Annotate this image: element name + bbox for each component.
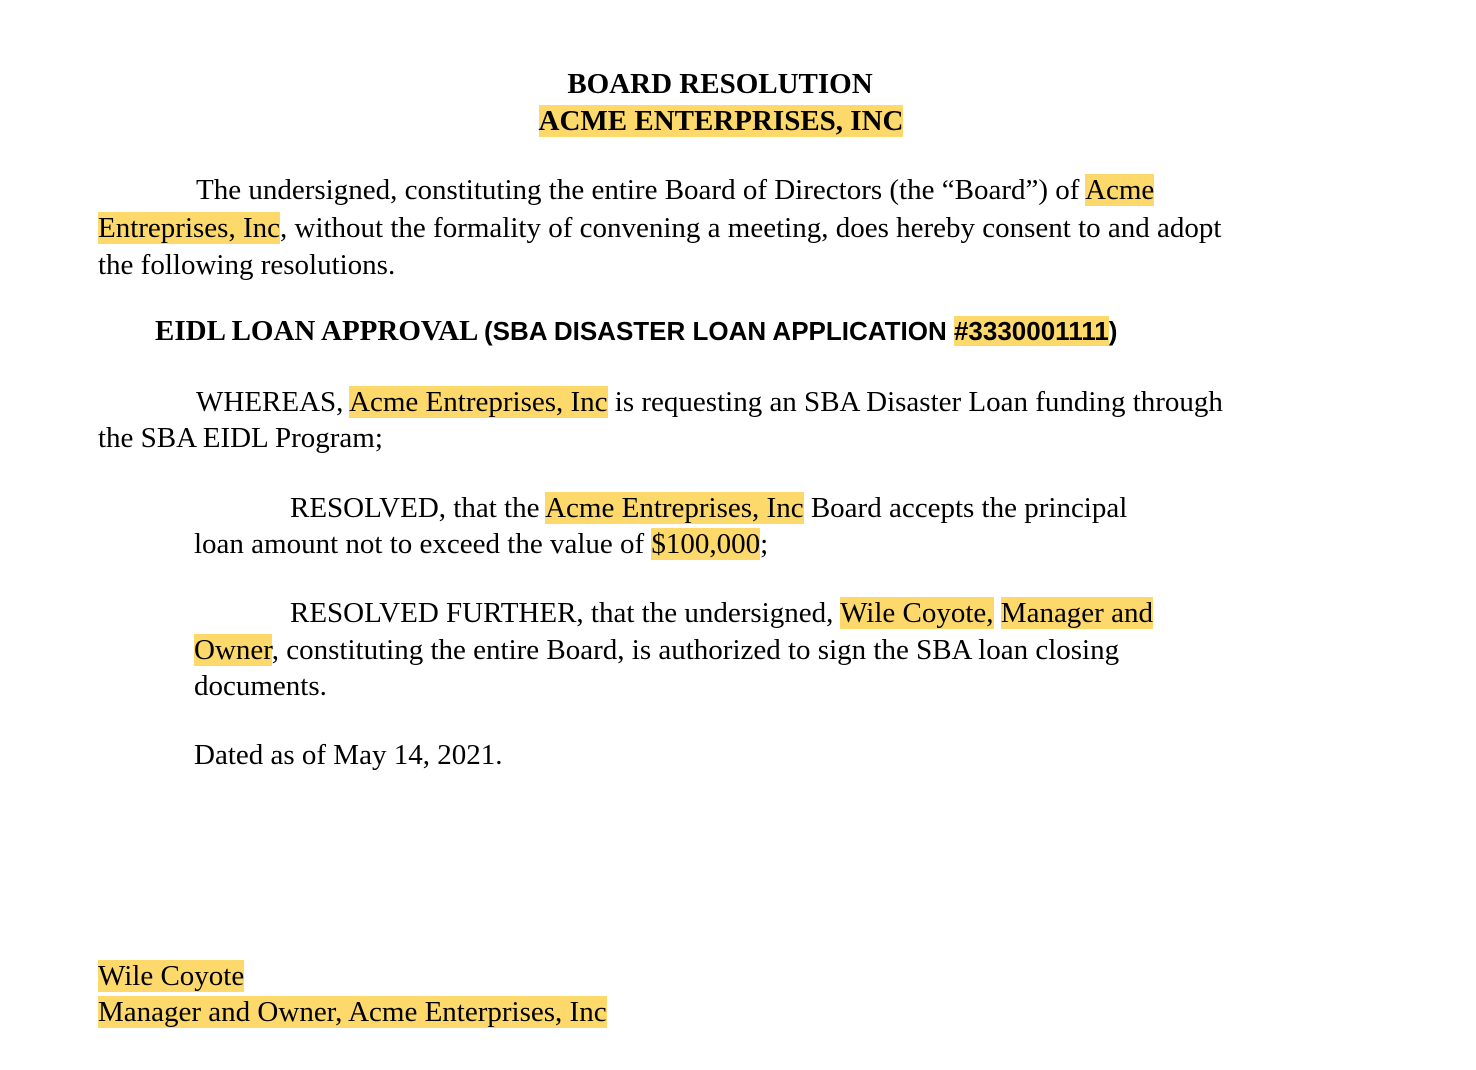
signature-name-highlight: Wile Coyote: [98, 960, 245, 992]
signer-name-highlight: Wile Coyote,: [840, 597, 994, 629]
document-title: BOARD RESOLUTION: [567, 68, 873, 100]
signer-role-highlight-2: Owner: [194, 634, 272, 666]
company-heading: [0, 103, 1442, 139]
resolved-2-line-1: RESOLVED FURTHER, that the undersigned, Wile Coyote, Manager and: [290, 597, 1153, 629]
resolved-1-line-2: loan amount not to exceed the value of $100,000;: [194, 528, 769, 560]
resolved-2-line-3: documents.: [194, 670, 327, 702]
signature-name: [98, 958, 244, 994]
loan-amount-highlight: $100,000: [651, 528, 761, 560]
signer-role-highlight-1: Manager and: [1000, 597, 1153, 629]
resolved-1-company-highlight: Acme Entreprises, Inc: [545, 492, 804, 524]
section-heading: EIDL LOAN APPROVAL (SBA DISASTER LOAN APPLICATION #3330001111): [155, 315, 1118, 347]
intro-line-3: the following resolutions.: [98, 249, 396, 281]
intro-line-2: Entreprises, Inc, without the formality of convening a meeting, does hereby consent to and adopt: [98, 212, 1222, 244]
whereas-line-1: WHEREAS, Acme Entreprises, Inc is requesting an SBA Disaster Loan funding through: [196, 386, 1223, 418]
intro-company-highlight-2: Entreprises, Inc: [98, 212, 280, 244]
application-number: #3330001111: [953, 316, 1109, 346]
intro-company-highlight-1: Acme: [1085, 174, 1155, 206]
whereas-line-2: the SBA EIDL Program;: [98, 422, 383, 454]
whereas-company-highlight: Acme Entreprises, Inc: [349, 386, 608, 418]
resolved-1-line-1: RESOLVED, that the Acme Entreprises, Inc Board accepts the principal: [290, 492, 1128, 524]
signature-title-highlight: Manager and Owner, Acme Enterprises, Inc: [98, 996, 607, 1028]
intro-line-1: The undersigned, constituting the entire Board of Directors (the “Board”) of Acme: [196, 174, 1155, 206]
signature-title: [98, 994, 607, 1030]
resolved-2-line-2: Owner, constituting the entire Board, is authorized to sign the SBA loan closing: [194, 634, 1120, 666]
company-heading-highlight: ACME ENTERPRISES, INC: [538, 105, 904, 137]
section-heading-serif: EIDL LOAN APPROVAL: [155, 315, 485, 347]
dated-line: Dated as of May 14, 2021.: [194, 739, 503, 771]
section-heading-sans: (SBA DISASTER LOAN APPLICATION: [484, 316, 954, 346]
